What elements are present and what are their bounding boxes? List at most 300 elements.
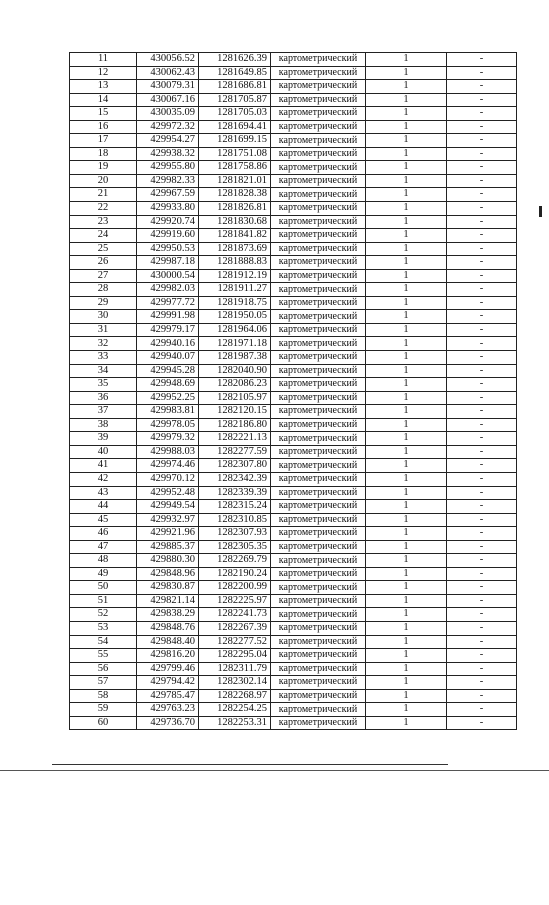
table-row [70,432,517,446]
y-coordinate-cell: 1282190.24 [199,567,271,581]
method-cell: картометрический [271,256,366,270]
point-number-cell: 48 [70,554,137,568]
method-cell: картометрический [271,662,366,676]
note-cell: - [447,472,517,486]
table-row [70,689,517,703]
note-cell: - [447,459,517,473]
y-coordinate-cell: 1281971.18 [199,337,271,351]
method-cell: картометрический [271,202,366,216]
y-coordinate-cell: 1281694.41 [199,120,271,134]
note-cell: - [447,202,517,216]
y-coordinate-cell: 1282295.04 [199,649,271,663]
accuracy-cell: 1 [366,147,447,161]
y-coordinate-cell: 1282221.13 [199,432,271,446]
y-coordinate-cell: 1282307.80 [199,459,271,473]
point-number-cell: 24 [70,229,137,243]
accuracy-cell: 1 [366,134,447,148]
accuracy-cell: 1 [366,459,447,473]
method-cell: картометрический [271,53,366,67]
point-number-cell: 45 [70,513,137,527]
x-coordinate-cell: 429816.20 [137,649,199,663]
table-row [70,323,517,337]
x-coordinate-cell: 429952.48 [137,486,199,500]
method-cell: картометрический [271,703,366,717]
x-coordinate-cell: 429919.60 [137,229,199,243]
y-coordinate-cell: 1282277.59 [199,445,271,459]
x-coordinate-cell: 430035.09 [137,107,199,121]
note-cell: - [447,621,517,635]
accuracy-cell: 1 [366,323,447,337]
note-cell: - [447,649,517,663]
point-number-cell: 15 [70,107,137,121]
method-cell: картометрический [271,310,366,324]
method-cell: картометрический [271,500,366,514]
note-cell: - [447,391,517,405]
note-cell: - [447,635,517,649]
note-cell: - [447,378,517,392]
note-cell: - [447,147,517,161]
y-coordinate-cell: 1282310.85 [199,513,271,527]
table-row [70,351,517,365]
accuracy-cell: 1 [366,635,447,649]
method-cell: картометрический [271,513,366,527]
method-cell: картометрический [271,418,366,432]
x-coordinate-cell: 429821.14 [137,594,199,608]
note-cell: - [447,513,517,527]
y-coordinate-cell: 1281686.81 [199,80,271,94]
accuracy-cell: 1 [366,703,447,717]
x-coordinate-cell: 429949.54 [137,500,199,514]
table-row [70,120,517,134]
method-cell: картометрический [271,161,366,175]
point-number-cell: 12 [70,66,137,80]
y-coordinate-cell: 1282315.24 [199,500,271,514]
x-coordinate-cell: 429977.72 [137,296,199,310]
y-coordinate-cell: 1281751.08 [199,147,271,161]
point-number-cell: 49 [70,567,137,581]
point-number-cell: 31 [70,323,137,337]
method-cell: картометрический [271,351,366,365]
y-coordinate-cell: 1281705.03 [199,107,271,121]
note-cell: - [447,296,517,310]
note-cell: - [447,229,517,243]
note-cell: - [447,215,517,229]
y-coordinate-cell: 1281912.19 [199,269,271,283]
x-coordinate-cell: 430067.16 [137,93,199,107]
method-cell: картометрический [271,405,366,419]
x-coordinate-cell: 429920.74 [137,215,199,229]
table-row [70,242,517,256]
point-number-cell: 19 [70,161,137,175]
accuracy-cell: 1 [366,513,447,527]
point-number-cell: 13 [70,80,137,94]
method-cell: картометрический [271,188,366,202]
accuracy-cell: 1 [366,689,447,703]
accuracy-cell: 1 [366,120,447,134]
note-cell: - [447,608,517,622]
accuracy-cell: 1 [366,242,447,256]
note-cell: - [447,337,517,351]
x-coordinate-cell: 429940.16 [137,337,199,351]
note-cell: - [447,432,517,446]
note-cell: - [447,80,517,94]
table-row [70,107,517,121]
method-cell: картометрический [271,567,366,581]
table-row [70,567,517,581]
y-coordinate-cell: 1282105.97 [199,391,271,405]
point-number-cell: 43 [70,486,137,500]
method-cell: картометрический [271,472,366,486]
note-cell: - [447,107,517,121]
y-coordinate-cell: 1282253.31 [199,716,271,730]
method-cell: картометрический [271,459,366,473]
x-coordinate-cell: 429988.03 [137,445,199,459]
y-coordinate-cell: 1282311.79 [199,662,271,676]
table-row [70,594,517,608]
point-number-cell: 21 [70,188,137,202]
table-row [70,66,517,80]
note-cell: - [447,445,517,459]
accuracy-cell: 1 [366,445,447,459]
table-row [70,337,517,351]
table-row [70,676,517,690]
table-row [70,581,517,595]
method-cell: картометрический [271,269,366,283]
point-number-cell: 40 [70,445,137,459]
method-cell: картометрический [271,229,366,243]
table-row [70,472,517,486]
method-cell: картометрический [271,120,366,134]
x-coordinate-cell: 429885.37 [137,540,199,554]
x-coordinate-cell: 430000.54 [137,269,199,283]
method-cell: картометрический [271,608,366,622]
note-cell: - [447,161,517,175]
method-cell: картометрический [271,80,366,94]
table-row [70,391,517,405]
note-cell: - [447,662,517,676]
accuracy-cell: 1 [366,486,447,500]
margin-mark [539,206,542,217]
accuracy-cell: 1 [366,310,447,324]
x-coordinate-cell: 429945.28 [137,364,199,378]
method-cell: картометрический [271,649,366,663]
point-number-cell: 59 [70,703,137,717]
method-cell: картометрический [271,323,366,337]
table-row [70,269,517,283]
y-coordinate-cell: 1282302.14 [199,676,271,690]
accuracy-cell: 1 [366,554,447,568]
accuracy-cell: 1 [366,649,447,663]
y-coordinate-cell: 1281649.85 [199,66,271,80]
y-coordinate-cell: 1281911.27 [199,283,271,297]
y-coordinate-cell: 1281888.83 [199,256,271,270]
accuracy-cell: 1 [366,188,447,202]
note-cell: - [447,53,517,67]
method-cell: картометрический [271,554,366,568]
table-row [70,134,517,148]
y-coordinate-cell: 1281830.68 [199,215,271,229]
y-coordinate-cell: 1282267.39 [199,621,271,635]
x-coordinate-cell: 429967.59 [137,188,199,202]
note-cell: - [447,188,517,202]
x-coordinate-cell: 429848.76 [137,621,199,635]
x-coordinate-cell: 429950.53 [137,242,199,256]
table-row [70,283,517,297]
method-cell: картометрический [271,378,366,392]
table-row [70,635,517,649]
x-coordinate-cell: 429978.05 [137,418,199,432]
point-number-cell: 27 [70,269,137,283]
accuracy-cell: 1 [366,53,447,67]
method-cell: картометрический [271,635,366,649]
accuracy-cell: 1 [366,161,447,175]
note-cell: - [447,716,517,730]
table-row [70,716,517,730]
method-cell: картометрический [271,147,366,161]
point-number-cell: 11 [70,53,137,67]
y-coordinate-cell: 1282305.35 [199,540,271,554]
table-row [70,378,517,392]
table-row [70,445,517,459]
x-coordinate-cell: 429785.47 [137,689,199,703]
y-coordinate-cell: 1282241.73 [199,608,271,622]
method-cell: картометрический [271,107,366,121]
accuracy-cell: 1 [366,527,447,541]
y-coordinate-cell: 1281758.86 [199,161,271,175]
point-number-cell: 38 [70,418,137,432]
method-cell: картометрический [271,716,366,730]
y-coordinate-cell: 1281699.15 [199,134,271,148]
y-coordinate-cell: 1281828.38 [199,188,271,202]
y-coordinate-cell: 1282307.93 [199,527,271,541]
note-cell: - [447,310,517,324]
accuracy-cell: 1 [366,621,447,635]
point-number-cell: 44 [70,500,137,514]
note-cell: - [447,134,517,148]
y-coordinate-cell: 1281950.05 [199,310,271,324]
method-cell: картометрический [271,242,366,256]
accuracy-cell: 1 [366,202,447,216]
accuracy-cell: 1 [366,256,447,270]
x-coordinate-cell: 430056.52 [137,53,199,67]
point-number-cell: 46 [70,527,137,541]
x-coordinate-cell: 429921.96 [137,527,199,541]
note-cell: - [447,540,517,554]
accuracy-cell: 1 [366,567,447,581]
accuracy-cell: 1 [366,405,447,419]
table-row [70,486,517,500]
x-coordinate-cell: 429880.30 [137,554,199,568]
point-number-cell: 20 [70,174,137,188]
y-coordinate-cell: 1282086.23 [199,378,271,392]
x-coordinate-cell: 429974.46 [137,459,199,473]
method-cell: картометрический [271,93,366,107]
accuracy-cell: 1 [366,351,447,365]
y-coordinate-cell: 1282200.99 [199,581,271,595]
note-cell: - [447,405,517,419]
accuracy-cell: 1 [366,472,447,486]
method-cell: картометрический [271,621,366,635]
note-cell: - [447,256,517,270]
accuracy-cell: 1 [366,66,447,80]
accuracy-cell: 1 [366,93,447,107]
x-coordinate-cell: 429932.97 [137,513,199,527]
accuracy-cell: 1 [366,364,447,378]
note-cell: - [447,283,517,297]
point-number-cell: 14 [70,93,137,107]
point-number-cell: 25 [70,242,137,256]
table-row [70,174,517,188]
table-row [70,500,517,514]
method-cell: картометрический [271,527,366,541]
y-coordinate-cell: 1281841.82 [199,229,271,243]
table-row [70,405,517,419]
method-cell: картометрический [271,283,366,297]
note-cell: - [447,93,517,107]
x-coordinate-cell: 429848.40 [137,635,199,649]
point-number-cell: 54 [70,635,137,649]
point-number-cell: 22 [70,202,137,216]
accuracy-cell: 1 [366,337,447,351]
method-cell: картометрический [271,540,366,554]
accuracy-cell: 1 [366,608,447,622]
x-coordinate-cell: 429830.87 [137,581,199,595]
note-cell: - [447,527,517,541]
point-number-cell: 32 [70,337,137,351]
accuracy-cell: 1 [366,391,447,405]
table-row [70,53,517,67]
note-cell: - [447,120,517,134]
table-row [70,161,517,175]
x-coordinate-cell: 430079.31 [137,80,199,94]
method-cell: картометрический [271,134,366,148]
y-coordinate-cell: 1282268.97 [199,689,271,703]
accuracy-cell: 1 [366,540,447,554]
y-coordinate-cell: 1281987.38 [199,351,271,365]
y-coordinate-cell: 1282186.80 [199,418,271,432]
point-number-cell: 50 [70,581,137,595]
table-row [70,202,517,216]
x-coordinate-cell: 430062.43 [137,66,199,80]
point-number-cell: 57 [70,676,137,690]
method-cell: картометрический [271,66,366,80]
accuracy-cell: 1 [366,662,447,676]
table-row [70,459,517,473]
page-divider [0,770,549,771]
point-number-cell: 34 [70,364,137,378]
table-row [70,608,517,622]
point-number-cell: 30 [70,310,137,324]
note-cell: - [447,486,517,500]
note-cell: - [447,594,517,608]
x-coordinate-cell: 429972.32 [137,120,199,134]
note-cell: - [447,554,517,568]
y-coordinate-cell: 1282342.39 [199,472,271,486]
x-coordinate-cell: 429970.12 [137,472,199,486]
accuracy-cell: 1 [366,269,447,283]
table-row [70,662,517,676]
y-coordinate-cell: 1281705.87 [199,93,271,107]
accuracy-cell: 1 [366,296,447,310]
note-cell: - [447,703,517,717]
table-row [70,703,517,717]
table-row [70,80,517,94]
y-coordinate-cell: 1282254.25 [199,703,271,717]
method-cell: картометрический [271,432,366,446]
note-cell: - [447,242,517,256]
x-coordinate-cell: 429979.17 [137,323,199,337]
note-cell: - [447,66,517,80]
accuracy-cell: 1 [366,174,447,188]
note-cell: - [447,269,517,283]
point-number-cell: 35 [70,378,137,392]
method-cell: картометрический [271,689,366,703]
note-cell: - [447,174,517,188]
point-number-cell: 42 [70,472,137,486]
accuracy-cell: 1 [366,676,447,690]
x-coordinate-cell: 429979.32 [137,432,199,446]
point-number-cell: 47 [70,540,137,554]
x-coordinate-cell: 429763.23 [137,703,199,717]
x-coordinate-cell: 429940.07 [137,351,199,365]
point-number-cell: 51 [70,594,137,608]
method-cell: картометрический [271,215,366,229]
y-coordinate-cell: 1282277.52 [199,635,271,649]
table-row [70,649,517,663]
table-row [70,513,517,527]
y-coordinate-cell: 1282269.79 [199,554,271,568]
point-number-cell: 37 [70,405,137,419]
point-number-cell: 53 [70,621,137,635]
accuracy-cell: 1 [366,80,447,94]
point-number-cell: 28 [70,283,137,297]
note-cell: - [447,418,517,432]
table-row [70,364,517,378]
note-cell: - [447,567,517,581]
method-cell: картометрический [271,296,366,310]
table-row [70,621,517,635]
x-coordinate-cell: 429954.27 [137,134,199,148]
point-number-cell: 39 [70,432,137,446]
footer-rule [52,764,448,765]
table-row [70,296,517,310]
method-cell: картометрический [271,174,366,188]
table-row [70,527,517,541]
x-coordinate-cell: 429933.80 [137,202,199,216]
x-coordinate-cell: 429794.42 [137,676,199,690]
table-row [70,256,517,270]
x-coordinate-cell: 429955.80 [137,161,199,175]
note-cell: - [447,323,517,337]
point-number-cell: 41 [70,459,137,473]
table-row [70,229,517,243]
method-cell: картометрический [271,337,366,351]
table-row [70,418,517,432]
x-coordinate-cell: 429952.25 [137,391,199,405]
x-coordinate-cell: 429991.98 [137,310,199,324]
accuracy-cell: 1 [366,432,447,446]
coordinates-table-body [70,53,517,730]
y-coordinate-cell: 1281873.69 [199,242,271,256]
y-coordinate-cell: 1282120.15 [199,405,271,419]
point-number-cell: 58 [70,689,137,703]
point-number-cell: 56 [70,662,137,676]
point-number-cell: 26 [70,256,137,270]
note-cell: - [447,689,517,703]
method-cell: картометрический [271,594,366,608]
method-cell: картометрический [271,391,366,405]
note-cell: - [447,351,517,365]
